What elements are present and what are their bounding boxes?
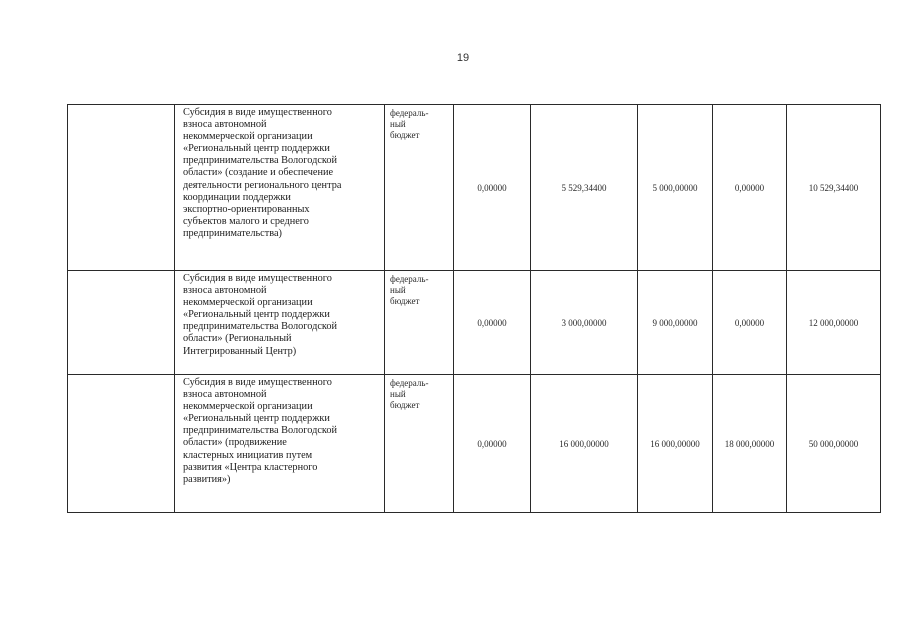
funding-source-line: федераль- (390, 108, 429, 118)
funding-source-line: федераль- (390, 274, 429, 284)
description-line: Субсидия в виде имущественного (183, 107, 332, 118)
row-index-cell (68, 375, 175, 513)
description-line: предпринимательства Вологодской (183, 321, 338, 333)
funding-source-line: бюджет (390, 129, 420, 140)
description-cell (175, 271, 385, 375)
description-line: некоммерческой организации (183, 401, 313, 413)
description-line: взноса автономной (183, 119, 267, 131)
amount-cell: 0,00000 (713, 105, 787, 271)
description-line: предпринимательства Вологодской (183, 155, 338, 167)
table-row (68, 375, 881, 513)
amount-cell: 0,00000 (454, 271, 531, 375)
row-index-cell (68, 105, 175, 271)
amount-cell: 5 529,34400 (531, 105, 638, 271)
description-line: взноса автономной (183, 389, 267, 401)
amount-cell: 5 000,00000 (638, 105, 713, 271)
description-cell (175, 375, 385, 513)
description-line: координации поддержки (183, 191, 291, 203)
description-line: экспортно-ориентированных (183, 203, 310, 215)
description-line: области» (создание и обеспечение (183, 167, 334, 179)
total-amount-cell: 12 000,00000 (787, 271, 881, 375)
amount-cell: 9 000,00000 (638, 271, 713, 375)
description-line: кластерных инициатив путем (183, 449, 313, 461)
amount-cell: 0,00000 (713, 271, 787, 375)
amount-cell: 18 000,00000 (713, 375, 787, 513)
description-line: Субсидия в виде имущественного (183, 273, 332, 284)
funding-source-line: бюджет (390, 399, 420, 410)
description-line: предпринимательства Вологодской (183, 425, 338, 437)
total-amount-cell: 50 000,00000 (787, 375, 881, 513)
description-line: «Региональный центр поддержки (183, 143, 330, 155)
description-line: некоммерческой организации (183, 297, 313, 309)
amount-cell: 16 000,00000 (638, 375, 713, 513)
funding-source-line: бюджет (390, 295, 420, 306)
row-index-cell (68, 271, 175, 375)
table-row (68, 271, 881, 375)
funding-source-line: ный (390, 118, 406, 129)
description-line: взноса автономной (183, 285, 267, 297)
description-cell (175, 105, 385, 271)
funding-source-line: федераль- (390, 378, 429, 388)
table-row (68, 105, 881, 271)
description-line: области» (продвижение (183, 437, 287, 449)
amount-cell: 3 000,00000 (531, 271, 638, 375)
description-line: развития «Центра кластерного (183, 461, 318, 473)
description-line: «Региональный центр поддержки (183, 309, 330, 321)
amount-cell: 0,00000 (454, 375, 531, 513)
total-amount-cell: 10 529,34400 (787, 105, 881, 271)
description-line: области» (Региональный (183, 333, 292, 345)
budget-table (67, 104, 881, 513)
description-line: некоммерческой организации (183, 131, 313, 143)
funding-source-cell (385, 375, 454, 513)
amount-cell: 0,00000 (454, 105, 531, 271)
funding-source-line: ный (390, 388, 406, 399)
page-number: 19 (456, 52, 470, 64)
description-line: развития») (183, 473, 231, 485)
amount-cell: 16 000,00000 (531, 375, 638, 513)
funding-source-line: ный (390, 284, 406, 295)
funding-source-cell (385, 271, 454, 375)
description-line: деятельности регионального центра (183, 179, 342, 191)
description-line: «Региональный центр поддержки (183, 413, 330, 425)
description-line: субъектов малого и среднего (183, 215, 309, 227)
description-line: Субсидия в виде имущественного (183, 377, 332, 388)
funding-source-cell (385, 105, 454, 271)
description-line: Интегрированный Центр) (183, 345, 297, 357)
description-line: предпринимательства) (183, 227, 282, 239)
